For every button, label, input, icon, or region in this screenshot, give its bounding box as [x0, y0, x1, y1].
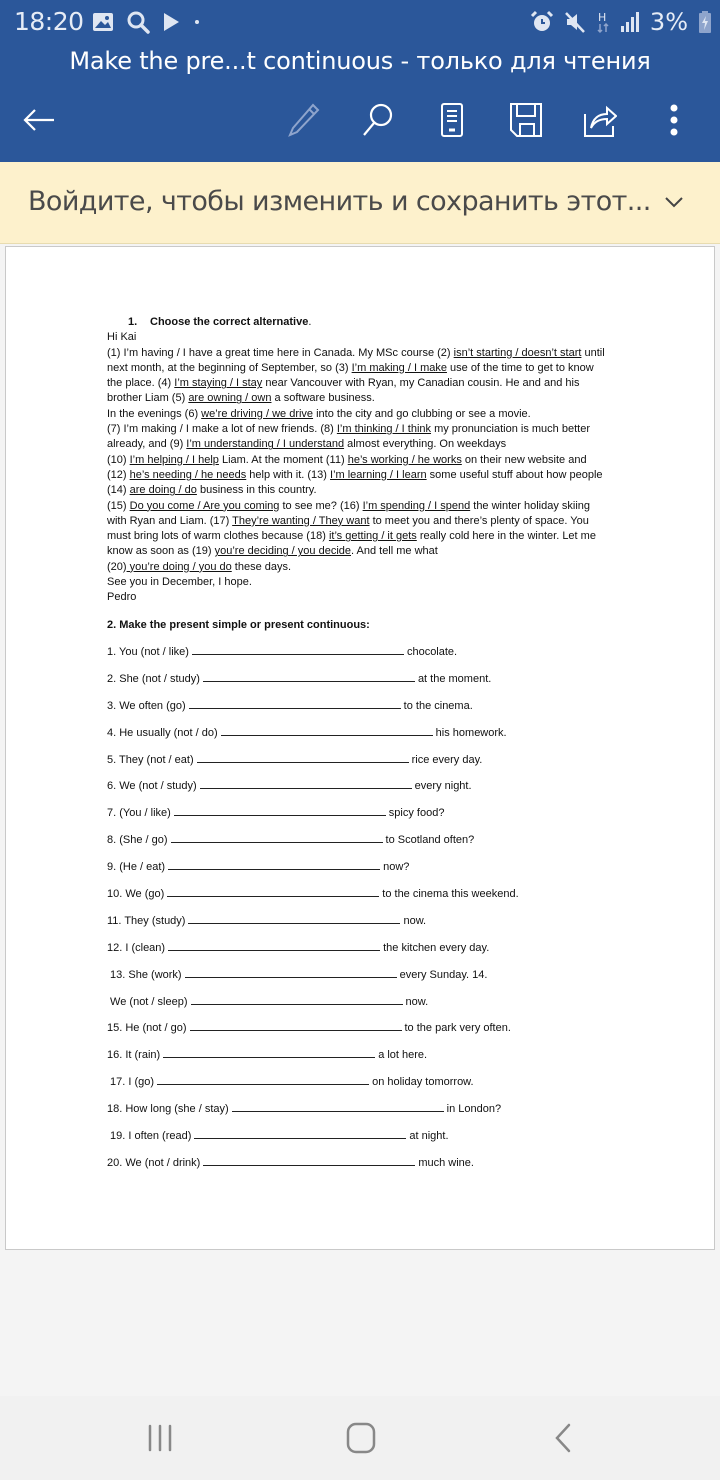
- exercise-ending: now?: [383, 861, 410, 874]
- chevron-left-icon: [553, 1423, 573, 1453]
- exercise-item: [107, 753, 607, 780]
- exercise-prompt: 8. (She / go): [107, 834, 168, 847]
- exercise-item: [107, 1156, 607, 1183]
- exercise-item: [107, 860, 607, 887]
- exercise-ending: in London?: [446, 1103, 502, 1116]
- section-1-title: Choose the correct alternative: [150, 316, 309, 328]
- answer-blank: [168, 860, 380, 870]
- share-icon: [583, 102, 617, 138]
- exercise-ending: now.: [405, 995, 429, 1008]
- letter-paragraph: [107, 560, 607, 575]
- letter-text: the winter holiday skiing with Ryan and Liam. (17): [107, 499, 591, 527]
- exercise-item: [107, 672, 607, 699]
- mobile-view-button[interactable]: [428, 96, 476, 144]
- section-1-title-suffix: .: [308, 316, 312, 328]
- letter-text: See you in December, I hope.: [107, 576, 252, 589]
- answer-options: Do you come / Are you coming: [129, 499, 280, 512]
- letter-paragraph: [107, 422, 607, 453]
- letter-text: (10): [107, 453, 130, 466]
- exercise-item: [107, 968, 607, 995]
- exercise-prompt: 12. I (clean): [107, 941, 166, 954]
- letter-text: really cold here in the winter. Let me know as soon as (19): [107, 530, 596, 558]
- letter-paragraph: [107, 590, 607, 605]
- recent-apps-button[interactable]: [130, 1414, 190, 1462]
- answer-blank: [163, 1048, 375, 1058]
- letter-text: a software business.: [271, 392, 375, 405]
- answer-options: you’re deciding / you decide: [214, 545, 351, 558]
- home-icon: [346, 1422, 376, 1454]
- answer-blank: [167, 887, 379, 897]
- exercise-item: [107, 699, 607, 726]
- section-1-heading: [107, 315, 607, 330]
- system-nav-bar: [0, 1396, 720, 1480]
- letter-text: (1) I’m having / I have a great time here in Canada. My MSc course (2): [107, 346, 454, 359]
- exercise-prompt: 19. I often (read): [107, 1129, 192, 1142]
- exercise-prompt: 15. He (not / go): [107, 1022, 187, 1035]
- exercise-prompt: 9. (He / eat): [107, 861, 166, 874]
- exercise-ending: now.: [403, 914, 427, 927]
- exercise-prompt: 18. How long (she / stay): [107, 1103, 229, 1116]
- letter-paragraph: [107, 407, 607, 422]
- arrow-left-icon: [22, 108, 56, 132]
- exercise-ending: spicy food?: [388, 807, 445, 820]
- mute-icon: [564, 10, 586, 34]
- answer-blank: [188, 914, 400, 924]
- status-bar: [0, 0, 720, 44]
- document-page: [5, 246, 715, 1250]
- answer-options: isn’t starting / doesn’t start: [453, 346, 582, 359]
- home-button[interactable]: [331, 1414, 391, 1462]
- answer-blank: [168, 941, 380, 951]
- search-icon: [126, 10, 150, 34]
- exercise-item: [107, 806, 607, 833]
- letter-text: (15): [107, 499, 130, 512]
- exercise-prompt: We (not / sleep): [107, 995, 188, 1008]
- exercise-prompt: 5. They (not / eat): [107, 753, 194, 766]
- answer-options: I’m helping / I help: [129, 453, 219, 466]
- letter-text: to see me? (16): [279, 499, 363, 512]
- exercise-item: [107, 1129, 607, 1156]
- answer-blank: [185, 968, 397, 978]
- exercise-ending: his homework.: [435, 726, 507, 739]
- exercise-ending: chocolate.: [406, 645, 458, 658]
- answer-options: are doing / do: [129, 484, 197, 497]
- alarm-icon: [530, 10, 554, 34]
- letter-paragraph: [107, 575, 607, 590]
- edit-button[interactable]: [280, 96, 328, 144]
- document-content: [107, 315, 607, 1183]
- exercise-item: [107, 995, 607, 1022]
- letter-text: almost everything. On weekdays: [344, 438, 507, 451]
- answer-blank: [190, 1021, 402, 1031]
- section-1-number: 1.: [128, 316, 138, 328]
- exercise-ending: on holiday tomorrow.: [372, 1076, 474, 1089]
- back-button[interactable]: [15, 96, 63, 144]
- exercise-ending: to the park very often.: [404, 1022, 511, 1035]
- letter-text: Liam. At the moment (11): [218, 453, 348, 466]
- letter-text: business in this country.: [196, 484, 317, 497]
- exercise-item: [107, 1075, 607, 1102]
- letter-greeting: Hi Kai: [107, 331, 137, 344]
- battery-charging-icon: [698, 10, 712, 34]
- exercise-prompt: 16. It (rain): [107, 1049, 161, 1062]
- letter-text: my pronunciation is much better already, and (9): [107, 423, 590, 451]
- exercise-prompt: 6. We (not / study): [107, 780, 197, 793]
- exercise-ending: much wine.: [418, 1156, 474, 1169]
- answer-blank: [200, 779, 412, 789]
- more-vertical-icon: [668, 103, 680, 137]
- back-nav-button[interactable]: [533, 1414, 593, 1462]
- save-button[interactable]: [502, 96, 550, 144]
- exercise-ending: at the moment.: [417, 672, 492, 685]
- play-icon: [162, 12, 180, 32]
- section-2-heading: 2. Make the present simple or present continuous:: [107, 618, 370, 631]
- answer-blank: [197, 753, 409, 763]
- letter-text: . And tell me what: [351, 545, 438, 558]
- search-icon: [361, 102, 395, 138]
- exercise-item: [107, 726, 607, 753]
- exercise-ending: every night.: [414, 780, 472, 793]
- letter-text: until next month, at the beginning of September, so (3): [107, 346, 605, 374]
- exercise-prompt: 3. We often (go): [107, 699, 186, 712]
- exercise-item: [107, 887, 607, 914]
- answer-options: They’re wanting / They want: [232, 514, 370, 527]
- status-time: 18:20: [14, 7, 84, 36]
- save-icon: [509, 102, 543, 138]
- answer-blank: [194, 1129, 406, 1139]
- answer-options: I’m staying / I stay: [174, 377, 263, 390]
- exercise-item: [107, 1102, 607, 1129]
- letter-text: near Vancouver with Ryan, my Canadian cousin. He and and his brother Liam (5): [107, 377, 580, 405]
- answer-blank: [171, 833, 383, 843]
- answer-blank: [203, 1156, 415, 1166]
- exercise-ending: rice every day.: [411, 753, 483, 766]
- sign-in-banner[interactable]: [0, 162, 720, 244]
- exercise-prompt: 20. We (not / drink): [107, 1156, 201, 1169]
- answer-options: we’re driving / we drive: [201, 407, 314, 420]
- answer-options: I’m understanding / I understand: [186, 438, 345, 451]
- exercise-item: [107, 1048, 607, 1075]
- exercise-ending: every Sunday. 14.: [399, 968, 488, 981]
- document-title: Make the pre...t continuous - только для чтения: [69, 47, 651, 75]
- letter-text: to meet you and there’s plenty of space. You must bring lots of warm clothes because (18): [107, 514, 589, 543]
- answer-blank: [191, 995, 403, 1005]
- exercise-item: [107, 914, 607, 941]
- share-button[interactable]: [576, 96, 624, 144]
- answer-options: I’m making / I make: [351, 361, 447, 374]
- exercise-item: [107, 1021, 607, 1048]
- network-h-icon: [596, 10, 610, 34]
- search-button[interactable]: [354, 96, 402, 144]
- letter-text: (20): [107, 560, 127, 573]
- letter-text: on their new website and (12): [107, 453, 587, 481]
- answer-blank: [192, 645, 404, 655]
- battery-percent: 3%: [649, 8, 688, 36]
- exercise-ending: at night.: [409, 1129, 449, 1142]
- exercise-prompt: 17. I (go): [107, 1076, 155, 1089]
- exercise-ending: to Scotland often?: [385, 834, 475, 847]
- answer-blank: [157, 1075, 369, 1085]
- letter-text: In the evenings (6): [107, 407, 202, 420]
- letter-paragraph: [107, 499, 607, 560]
- svg-text:H: H: [597, 11, 607, 24]
- exercise-prompt: 10. We (go): [107, 887, 165, 900]
- answer-blank: [221, 726, 433, 736]
- exercise-ending: to the cinema this weekend.: [382, 887, 519, 900]
- exercise-item: [107, 833, 607, 860]
- answer-options: it’s getting / it gets: [328, 530, 417, 543]
- letter-body: [107, 346, 607, 606]
- letter-paragraph: [107, 453, 607, 499]
- letter-text: Pedro: [107, 591, 137, 604]
- answer-options: he’s needing / he needs: [129, 468, 247, 481]
- answer-options: you’re doing / you do: [126, 560, 232, 573]
- exercise-ending: to the cinema.: [403, 699, 473, 712]
- chevron-down-icon[interactable]: [662, 190, 686, 214]
- exercise-item: [107, 645, 607, 672]
- answer-blank: [189, 699, 401, 709]
- exercise-item: [107, 941, 607, 968]
- app-bar: [0, 0, 720, 162]
- recent-apps-icon: [146, 1424, 174, 1452]
- letter-text: into the city and go clubbing or see a movie.: [313, 407, 531, 420]
- exercise-ending: a lot here.: [378, 1049, 428, 1062]
- exercise-prompt: 13. She (work): [107, 968, 182, 981]
- answer-options: I’m learning / I learn: [330, 468, 427, 481]
- answer-options: he’s working / he works: [347, 453, 462, 466]
- dot-icon: [192, 17, 202, 27]
- letter-text: (7) I’m making / I make a lot of new friends. (8): [107, 423, 337, 436]
- answer-options: I’m spending / I spend: [362, 499, 471, 512]
- toolbar: [0, 96, 720, 144]
- exercise-prompt: 7. (You / like): [107, 807, 171, 820]
- exercise-prompt: 4. He usually (not / do): [107, 726, 218, 739]
- sign-in-message: Войдите, чтобы изменить и сохранить этот...: [28, 186, 651, 217]
- exercise-prompt: 2. She (not / study): [107, 672, 200, 685]
- letter-text: use of the time to get to know the place. (4): [107, 361, 594, 390]
- letter-paragraph: [107, 346, 607, 407]
- exercise-ending: the kitchen every day.: [383, 941, 490, 954]
- signal-icon: [620, 11, 640, 33]
- answer-blank: [174, 806, 386, 816]
- exercise-prompt: 11. They (study): [107, 914, 186, 927]
- letter-text: these days.: [231, 560, 292, 573]
- exercise-list: [107, 645, 607, 1183]
- document-viewport[interactable]: [0, 244, 720, 1396]
- mobile-view-icon: [440, 102, 464, 138]
- gallery-icon: [92, 12, 114, 32]
- pencil-icon: [287, 102, 321, 138]
- answer-options: I’m thinking / I think: [336, 423, 432, 436]
- exercise-item: [107, 779, 607, 806]
- letter-text: some useful stuff about how people (14): [107, 468, 603, 497]
- answer-options: are owning / own: [188, 392, 272, 405]
- more-button[interactable]: [650, 96, 698, 144]
- letter-text: help with it. (13): [246, 468, 331, 481]
- answer-blank: [232, 1102, 444, 1112]
- answer-blank: [203, 672, 415, 682]
- exercise-prompt: 1. You (not / like): [107, 645, 189, 658]
